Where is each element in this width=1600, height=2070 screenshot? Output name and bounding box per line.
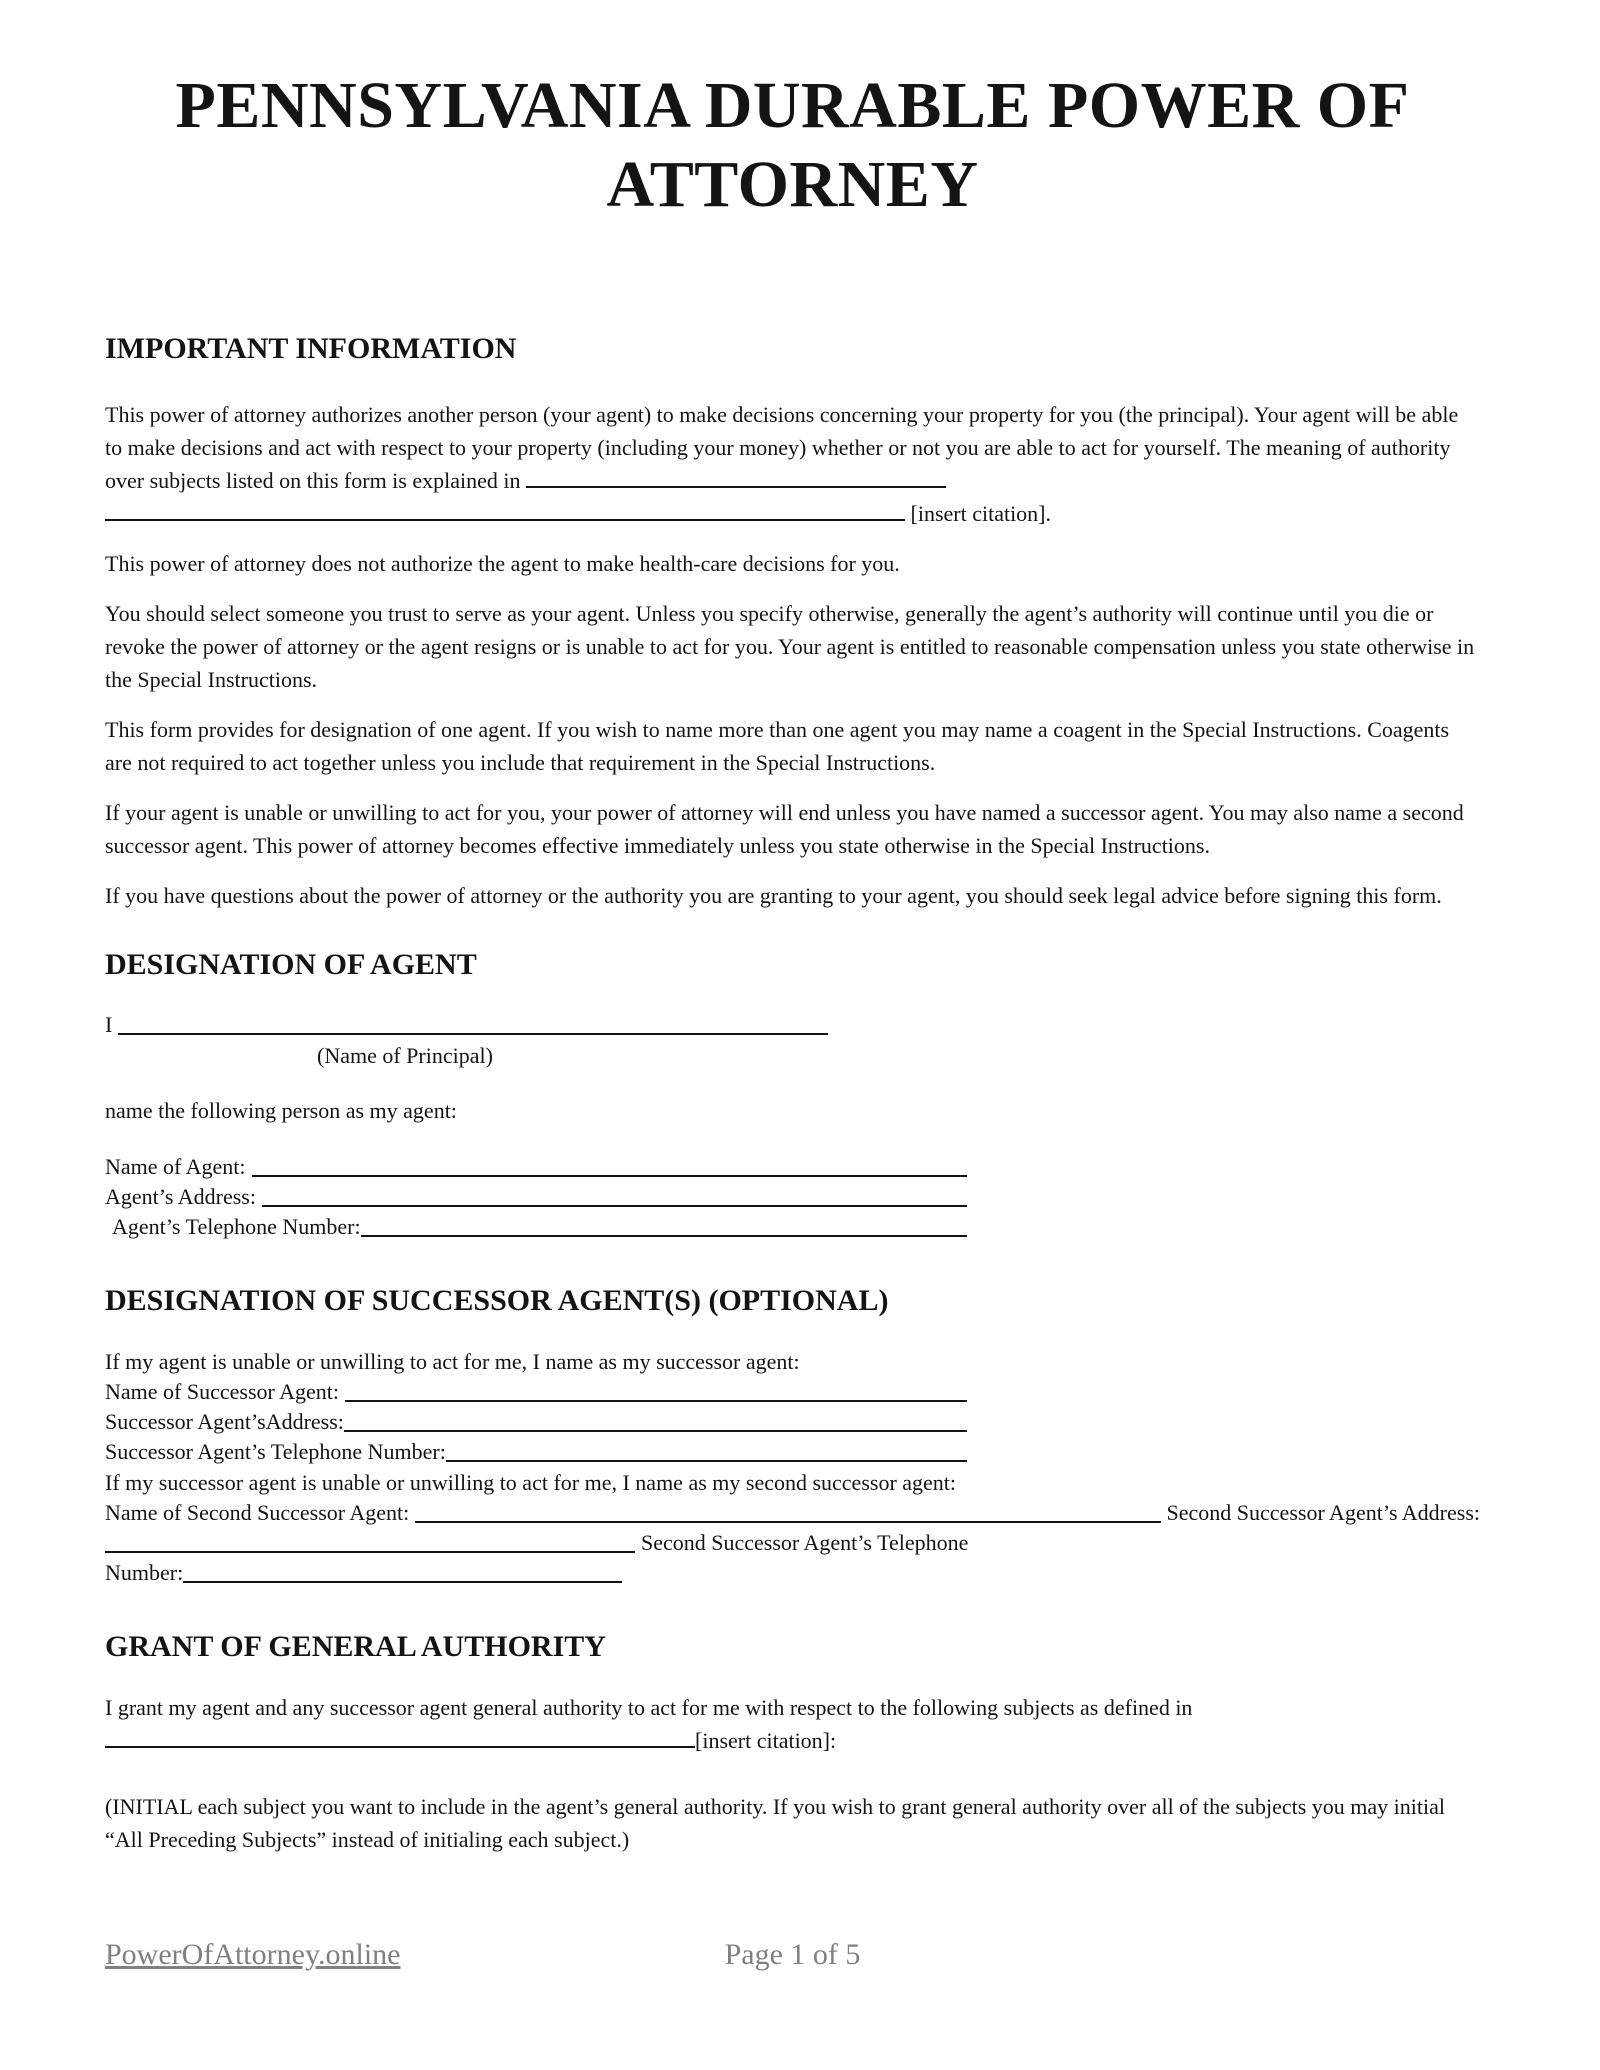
heading-grant-of-general-authority: GRANT OF GENERAL AUTHORITY: [105, 1629, 606, 1663]
insert-citation-label: [insert citation].: [910, 500, 1052, 526]
agent-address-blank: [262, 1205, 967, 1207]
paragraph-successor: If your agent is unable or unwilling to act for you, your power of attorney will end unless you have named a successor agent. You may also name a second successor agent. This power of attorney becomes effective immediately unless you state otherwise in the Special Instructions.: [105, 799, 1464, 858]
successor-phone-blank: [446, 1460, 967, 1462]
successor-name-row: [105, 1377, 967, 1407]
paragraph-questions: If you have questions about the power of attorney or the authority you are granting to your agent, you should seek legal advice before signing this form.: [105, 882, 1442, 908]
second-successor-address-label: Second Successor Agent’s Address:: [1166, 1499, 1480, 1525]
second-successor-address-row: [105, 1528, 985, 1558]
agent-address-label: Agent’s Address:: [105, 1184, 256, 1210]
heading-designation-of-successor: DESIGNATION OF SUCCESSOR AGENT(S) (OPTIONAL): [105, 1284, 889, 1318]
citation-blank-line-2: [105, 505, 905, 521]
second-successor-phone-row: [105, 1558, 622, 1588]
successor-intro-line: If my agent is unable or unwilling to act for me, I name as my successor agent:: [105, 1348, 800, 1374]
heading-designation-of-agent: DESIGNATION OF AGENT: [105, 947, 477, 981]
successor-block: [105, 1346, 1480, 1588]
page-number-indicator: Page 1 of 5: [724, 1938, 861, 1971]
paragraph-grant: [105, 1691, 1480, 1757]
agent-name-row: [105, 1152, 967, 1182]
grant-citation-blank: [105, 1732, 695, 1748]
paragraph-authorization-text: This power of attorney authorizes another person (your agent) to make decisions concerning your property for you (the principal). Your agent will be able to make decisions and act with respect to your property (including your money) whether or not you are able to act for yourself. The meaning of authority over subjects listed on this form is explained in: [105, 401, 1459, 493]
grant-insert-citation-label: [insert citation]:: [695, 1728, 837, 1754]
principal-name-caption: (Name of Principal): [317, 1043, 493, 1069]
paragraph-healthcare: This power of attorney does not authorize the agent to make health-care decisions for you.: [105, 550, 900, 576]
paragraph-grant-text: I grant my agent and any successor agent general authority to act for me with respect to the following subjects as defined in: [105, 1695, 1193, 1721]
agent-intro-line: name the following person as my agent:: [105, 1098, 457, 1124]
successor-phone-label: Successor Agent’s Telephone Number:: [105, 1438, 446, 1464]
paragraph-one-agent: This form provides for designation of one agent. If you wish to name more than one agent you may name a coagent in the Special Instructions. Coagents are not required to act together unless you include that requirement in the Special Instructions.: [105, 716, 1450, 775]
principal-prefix: I: [105, 1012, 113, 1038]
agent-phone-row: [105, 1212, 967, 1242]
paragraph-select-agent: You should select someone you trust to serve as your agent. Unless you specify otherwise, generally the agent’s authority will continue until you die or revoke the power of attorney or the agent resigns or is unable to act for you. Your agent is entitled to reasonable compensation unless you state otherwise in the Special Instructions.: [105, 600, 1475, 692]
successor-name-label: Name of Successor Agent:: [105, 1378, 339, 1404]
second-successor-name-row: [105, 1498, 1480, 1528]
second-successor-address-blank: [105, 1551, 635, 1553]
second-successor-phone-blank: [183, 1581, 622, 1583]
citation-blank-line-1: [526, 472, 946, 488]
agent-phone-label: Agent’s Telephone Number:: [112, 1214, 361, 1240]
successor-address-row: [105, 1407, 967, 1437]
successor-phone-row: [105, 1437, 967, 1467]
agent-address-row: [105, 1182, 967, 1212]
second-successor-name-blank: [415, 1521, 1160, 1523]
paragraph-authorization: [105, 398, 1480, 530]
successor-address-label: Successor Agent’sAddress:: [105, 1408, 344, 1434]
page-footer: [105, 1938, 1480, 1972]
second-successor-phone-label-2: Number:: [105, 1559, 184, 1585]
second-successor-name-label: Name of Second Successor Agent:: [105, 1499, 410, 1525]
agent-name-blank: [252, 1175, 967, 1177]
footer-website-link[interactable]: PowerOfAttorney.online: [105, 1938, 401, 1971]
principal-name-row: [105, 1010, 828, 1040]
document-title: PENNSYLVANIA DURABLE POWER OF ATTORNEY: [175, 69, 1410, 222]
successor-name-blank: [345, 1400, 967, 1402]
paragraph-initial-note: (INITIAL each subject you want to include in the agent’s general authority. If you wish to grant general authority over all of the subjects you may initial “All Preceding Subjects” instead of initialing each subject.): [105, 1794, 1445, 1853]
second-successor-phone-label-1: Second Successor Agent’s Telephone: [641, 1529, 969, 1555]
agent-phone-blank: [361, 1235, 967, 1237]
principal-name-blank: [118, 1033, 828, 1035]
second-successor-intro-line: If my successor agent is unable or unwilling to act for me, I name as my second successor agent:: [105, 1469, 957, 1495]
agent-name-label: Name of Agent:: [105, 1154, 246, 1180]
heading-important-information: IMPORTANT INFORMATION: [105, 332, 517, 366]
successor-address-blank: [344, 1430, 967, 1432]
